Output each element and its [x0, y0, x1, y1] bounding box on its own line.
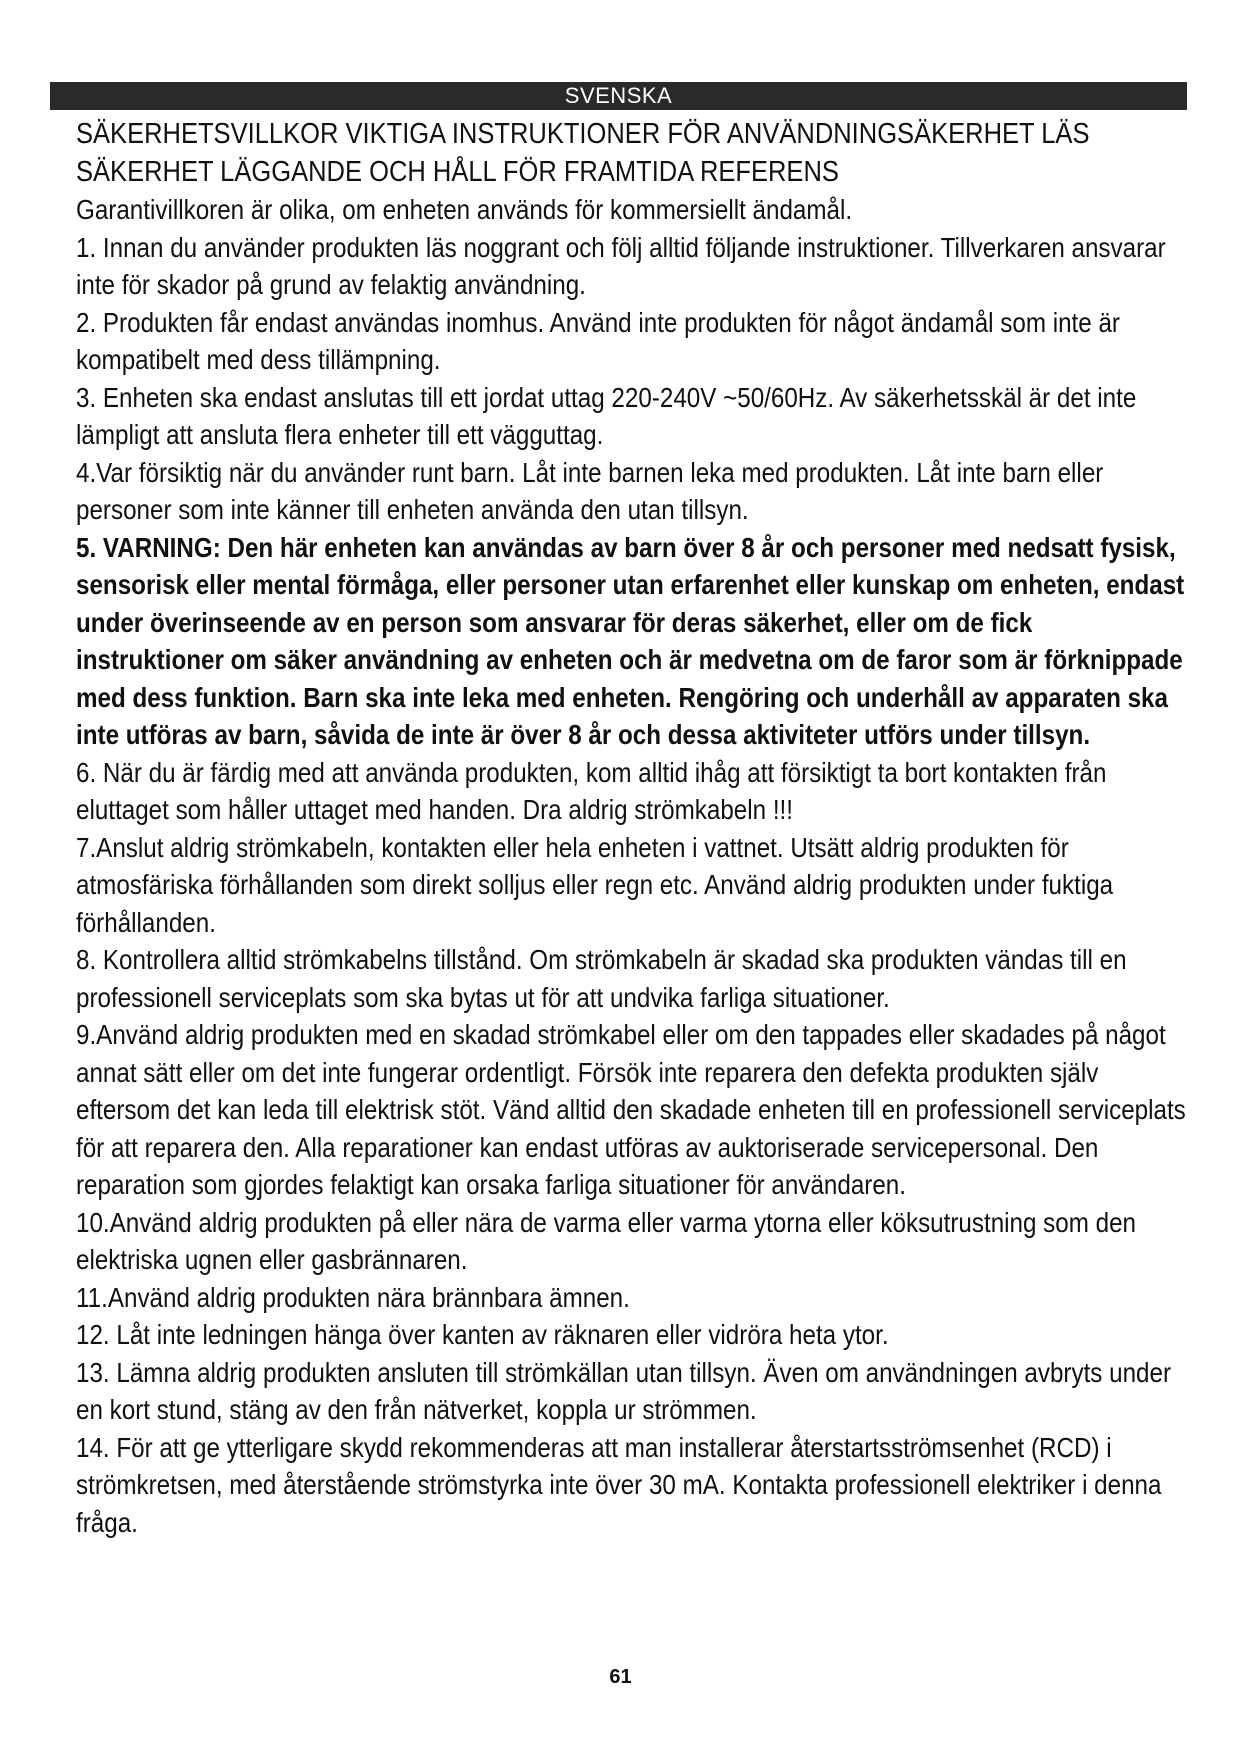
instruction-item-2: 2. Produkten får endast användas inomhus. Använd inte produkten för något ändamål som inte är kompatibelt med dess tillämpning. — [76, 306, 1120, 375]
instruction-item-8: 8. Kontrollera alltid strömkabelns tillstånd. Om strömkabeln är skadad ska produkten vändas till en professionell serviceplats som ska bytas ut för att undvika farliga situationer. — [76, 944, 1127, 1013]
instruction-item-11: 11.Använd aldrig produkten nära brännbara ämnen. — [76, 1281, 630, 1313]
language-header-bar — [50, 82, 1187, 110]
instruction-item-9: 9.Använd aldrig produkten med en skadad strömkabel eller om den tappades eller skadades på något annat sätt eller om det inte fungerar ordentligt. Försök inte reparera den defekta produkten själv eftersom det kan leda till elektrisk stöt. Vänd alltid den skadade enheten till en professionell serviceplats för att reparera den. Alla reparationer kan endast utföras av auktoriserade servicepersonal. Den reparation som gjordes felaktigt kan orsaka farliga situationer för användaren. — [76, 1019, 1186, 1200]
safety-instructions — [76, 116, 1187, 1541]
instruction-item-14: 14. För att ge ytterligare skydd rekommenderas att man installerar återstartsströmsenhet (RCD) i strömkretsen, med återstående strömstyrka inte över 30 mA. Kontakta professionell elektriker i denna fråga. — [76, 1431, 1162, 1538]
instruction-item-4: 4.Var försiktig när du använder runt barn. Låt inte barnen leka med produkten. Låt inte barn eller personer som inte känner till enheten använda den utan tillsyn. — [76, 456, 1104, 525]
instruction-item-1: 1. Innan du använder produkten läs noggrant och följ alltid följande instruktioner. Tillverkaren ansvarar inte för skador på grund av felaktig användning. — [76, 231, 1166, 300]
language-label: SVENSKA — [564, 83, 673, 108]
instruction-item-3: 3. Enheten ska endast anslutas till ett jordat uttag 220-240V ~50/60Hz. Av säkerhetsskäl är det inte lämpligt att ansluta flera enheter till ett vägguttag. — [76, 381, 1137, 450]
instruction-item-7: 7.Anslut aldrig strömkabeln, kontakten eller hela enheten i vattnet. Utsätt aldrig produkten för atmosfäriska förhållanden som direkt solljus eller regn etc. Använd aldrig produkten under fuktiga förhållanden. — [76, 831, 1114, 938]
instruction-item-13: 13. Lämna aldrig produkten ansluten till strömkällan utan tillsyn. Även om användningen avbryts under en kort stund, stäng av den från nätverket, koppla ur strömmen. — [76, 1356, 1172, 1425]
page-number: 61 — [609, 1666, 632, 1688]
instruction-item-12: 12. Låt inte ledningen hänga över kanten av räknaren eller vidröra heta ytor. — [76, 1319, 889, 1350]
warning-item-5: 5. VARNING: Den här enheten kan användas av barn över 8 år och personer med nedsatt fysisk, sensorisk eller mental förmåga, eller personer utan erfarenhet eller kunskap om enheten, endast under överinseende av en person som ansvarar för deras säkerhet, eller om de fick instruktioner om säker användning av enheten och är medvetna om de faror som är förknippade med dess funktion. Barn ska inte leka med enheten. Rengöring och underhåll av apparaten ska inte utföras av barn, såvida de inte är över 8 år och dessa aktiviteter utförs under tillsyn. — [76, 531, 1185, 750]
page-title: SÄKERHETSVILLKOR VIKTIGA INSTRUKTIONER FÖR ANVÄNDNINGSÄKERHET LÄS SÄKERHET LÄGGANDE OCH HÅLL FÖR FRAMTIDA REFERENS — [76, 118, 1090, 188]
instruction-item-10: 10.Använd aldrig produkten på eller nära de varma eller varma ytorna eller köksutrustning som den elektriska ugnen eller gasbrännaren. — [76, 1206, 1137, 1275]
intro-paragraph: Garantivillkoren är olika, om enheten används för kommersiellt ändamål. — [76, 194, 853, 225]
instruction-item-6: 6. När du är färdig med att använda produkten, kom alltid ihåg att försiktigt ta bort kontakten från eluttaget som håller uttaget med handen. Dra aldrig strömkabeln !!! — [76, 756, 1107, 825]
